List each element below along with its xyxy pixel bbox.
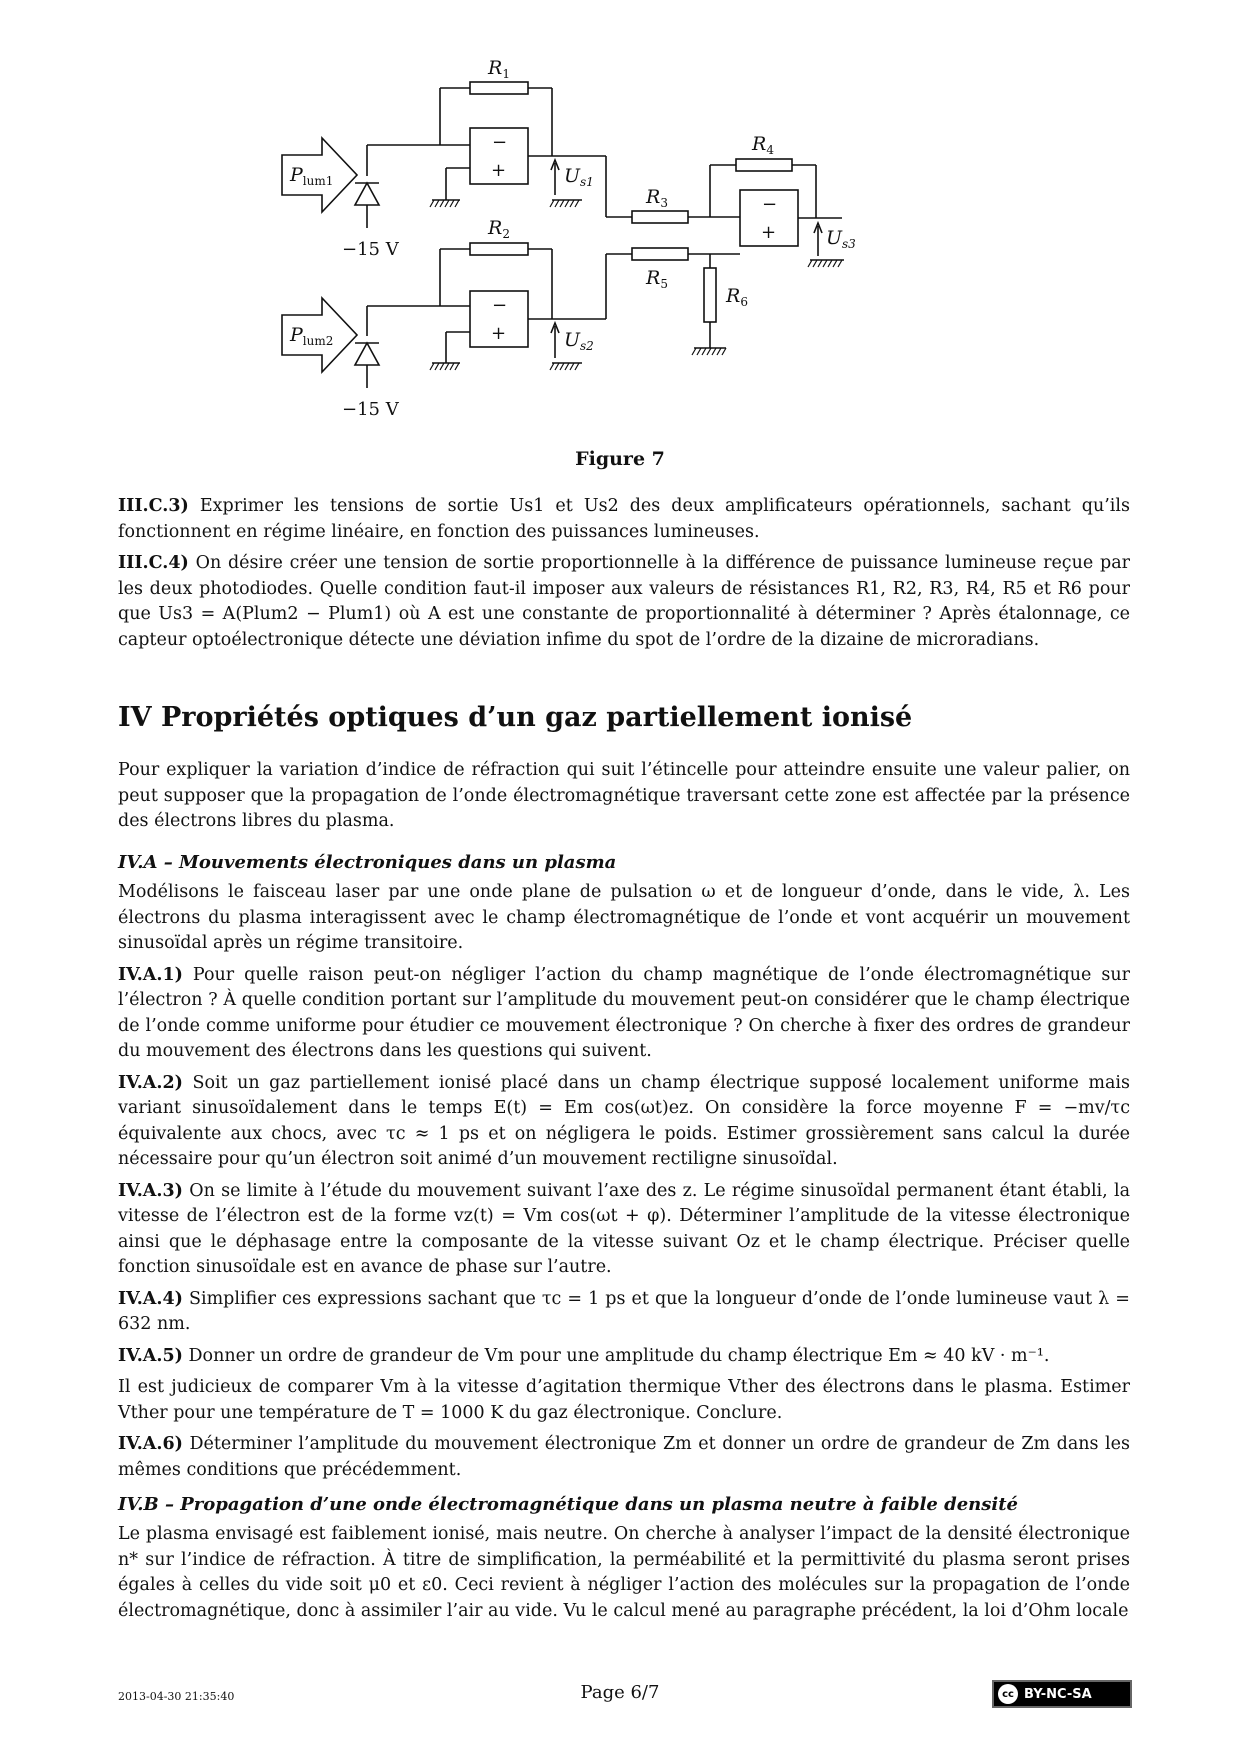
opamp3-plus: + [761, 222, 777, 243]
question-iii-c-4: III.C.4) On désire créer une tension de sortie proportionnelle à la différence de puissance lumineuse reçue par les deux photodiodes. Quelle condition faut-il imposer aux valeurs de résistances R1, R2, R3, R4, R5 et R6 pour que Us3 = A(Plum2 − Plum1) où A est une constante de proportionnalité à déterminer ? Après étalonnage, ce capteur optoélectronique détecte une déviation infime du spot de l’ordre de la dizaine de microradians. [118, 553, 1130, 650]
questions-top [118, 494, 1130, 659]
label-r1: $R_1$ [488, 57, 510, 81]
subsection-b-title: IV.B – Propagation d’une onde électromagnétique dans un plasma neutre à faible densité [118, 1494, 1019, 1515]
question-iv-a-5: IV.A.5) Donner un ordre de grandeur de Vm pour une amplitude du champ électrique Em ≈ 40 kV · m⁻¹. [118, 1345, 1050, 1366]
r3-resistor [632, 211, 688, 223]
label-us2: $U_{s2}$ [564, 329, 594, 353]
question-iii-c-3: III.C.3) Exprimer les tensions de sortie Us1 et Us2 des deux amplificateurs opérationnels, sachant qu’ils fonctionnent en régime linéaire, en fonction des puissances lumineuses. [118, 496, 1130, 542]
label-us3: $U_{s3}$ [826, 227, 856, 251]
opamp1-minus: − [492, 132, 508, 153]
label-r2: $R_2$ [488, 217, 510, 241]
label-vneg2: −15 V [342, 399, 399, 420]
question-iv-a-2: IV.A.2) Soit un gaz partiellement ionisé placé dans un champ électrique supposé localement uniforme mais variant sinusoïdalement dans le temps E(t) = Em cos(ωt)ez. On considère la force moyenne F = −mv/τc équivalente aux chocs, avec τc ≈ 1 ps et on négligera le poids. Estimer grossièrement sans calcul la durée nécessaire pour qu’un électron soit animé d’un mouvement rectiligne sinusoïdal. [118, 1072, 1130, 1169]
circuit-figure [270, 50, 990, 440]
question-iv-a-6: IV.A.6) Déterminer l’amplitude du mouvement électronique Zm et donner un ordre de grandeur de Zm dans les mêmes conditions que précédemment. [118, 1434, 1130, 1480]
label-r3: $R_3$ [646, 186, 668, 210]
question-iv-a-4: IV.A.4) Simplifier ces expressions sachant que τc = 1 ps et que la longueur d’onde de l’onde lumineuse vaut λ = 632 nm. [118, 1288, 1130, 1334]
footer-date: 2013-04-30 21:35:40 [118, 1690, 235, 1703]
paragraph-vther: Il est judicieux de comparer Vm à la vitesse d’agitation thermique Vther des électrons dans le plasma. Estimer Vther pour une température de T = 1000 K du gaz électronique. Conclure. [118, 1377, 1130, 1423]
subsection-a-title: IV.A – Mouvements électroniques dans un plasma [118, 852, 617, 873]
cc-icon: cc [998, 1684, 1018, 1704]
r4-resistor [736, 159, 792, 171]
label-plum2: $P_{lum2}$ [290, 324, 334, 348]
subsection-a-body [118, 880, 1130, 1489]
opamp1-plus: + [491, 160, 507, 181]
r6-resistor [704, 268, 716, 322]
license-label: BY-NC-SA [1024, 1686, 1092, 1702]
page-number: Page 6/7 [580, 1682, 660, 1703]
license-badge [992, 1680, 1132, 1708]
figure-caption: Figure 7 [575, 448, 665, 470]
r5-resistor [632, 248, 688, 260]
opamp3-minus: − [762, 194, 778, 215]
section-intro: Pour expliquer la variation d’indice de réfraction qui suit l’étincelle pour atteindre ensuite une valeur palier, on peut supposer que la propagation de l’onde électromagnétique traversant cette zone est affectée par la présence des électrons libres du plasma. [118, 760, 1130, 831]
label-us1: $U_{s1}$ [564, 165, 594, 189]
r1-resistor [470, 82, 528, 94]
label-vneg1: −15 V [342, 239, 399, 260]
subsection-a-intro: Modélisons le faisceau laser par une onde plane de pulsation ω et de longueur d’onde, dans le vide, λ. Les électrons du plasma interagissent avec le champ électromagnétique de l’onde et vont acquérir un mouvement sinusoïdal après un régime transitoire. [118, 882, 1130, 953]
r2-resistor [470, 243, 528, 255]
opamp2-minus: − [492, 295, 508, 316]
label-r5: $R_5$ [646, 267, 668, 291]
subsection-b-body: Le plasma envisagé est faiblement ionisé, mais neutre. On cherche à analyser l’impact de la densité électronique n* sur l’indice de réfraction. À titre de simplification, la perméabilité et la permittivité du plasma seront prises égales à celles du vide soit μ0 et ε0. Ceci revient à négliger l’action des molécules sur la propagation de l’onde électromagnétique, donc à assimiler l’air au vide. Vu le calcul mené au paragraphe précédent, la loi d’Ohm locale [118, 1524, 1130, 1621]
label-r6: $R_6$ [726, 285, 748, 309]
question-iv-a-3: IV.A.3) On se limite à l’étude du mouvement suivant l’axe des z. Le régime sinusoïdal permanent étant établi, la vitesse de l’électron est de la forme vz(t) = Vm cos(ωt + φ). Déterminer l’amplitude de la vitesse électronique ainsi que le déphasage entre la composante de la vitesse suivant Oz et le champ électrique. Préciser quelle fonction sinusoïdale est en avance de phase sur l’autre. [118, 1180, 1130, 1277]
section-title: IV Propriétés optiques d’un gaz partiellement ionisé [118, 702, 913, 733]
opamp2-plus: + [491, 323, 507, 344]
label-plum1: $P_{lum1}$ [290, 164, 334, 188]
label-r4: $R_4$ [752, 133, 774, 157]
question-iv-a-1: IV.A.1) Pour quelle raison peut-on négliger l’action du champ magnétique de l’onde électromagnétique sur l’électron ? À quelle condition portant sur l’amplitude du mouvement peut-on considérer que le champ électrique de l’onde comme uniforme pour étudier ce mouvement électronique ? On cherche à fixer des ordres de grandeur du mouvement des électrons dans les questions qui suivent. [118, 964, 1130, 1061]
